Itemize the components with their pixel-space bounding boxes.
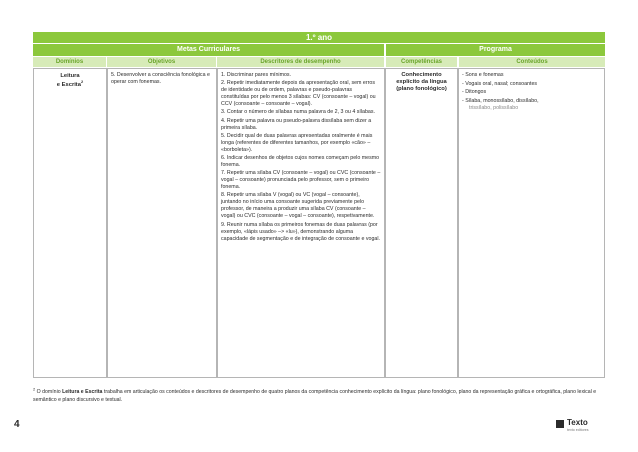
descriptor-item: 7. Repetir uma sílaba CV (consoante – vogal) ou CVC (consoante – vogal – consoante) pronunciada pelo professor, sem o primeiro fonema. <box>221 170 381 191</box>
col-descritores: Descritores de desempenho <box>217 57 384 67</box>
descriptor-item: 6. Indicar desenhos de objetos cujos nomes começam pelo mesmo fonema. <box>221 154 380 168</box>
col-dominios: Domínios <box>33 57 106 67</box>
content-item: - Sílaba, monossílabo, dissílabo, <box>462 97 539 104</box>
footnote: $^2$ O domínio Leitura e Escrita trabalha em articulação os conteúdos e descritores de desempenho de quatro planos da competência conhecimento explícito da língua: plano fonológico, plano da representação gráfica e ortográfica, plano lexical e semântico e plano discursivo e textual. <box>33 386 597 403</box>
objective-text: 5. Desenvolver a consciência fonológica e operar com fonemas. <box>111 72 210 85</box>
year-banner: 1.º ano <box>33 32 605 43</box>
descriptor-item: 5. Decidir qual de duas palavras apresentadas oralmente é mais longa (referentes de diferentes tamanhos, por exemplo «cão» – «borboleta»). <box>221 132 373 153</box>
objective-cell <box>107 68 217 378</box>
domain-line-1: Leitura <box>60 73 80 79</box>
publisher-logo <box>556 418 606 436</box>
content-item-continuation: trissílabo, polissílabo <box>469 104 519 111</box>
descriptor-item: 2. Repetir imediatamente depois da apresentação oral, sem erros de identidade ou de ordem, palavras e pseudo-palavras constituídas por pelo menos 3 sílabas: CV (consoante – vogal) ou CCV (consoante – consoante – vogal). <box>221 80 376 108</box>
page-number: 4 <box>14 419 20 430</box>
col-competencias: Competências <box>386 57 457 67</box>
logo-mark-icon <box>556 420 564 428</box>
programa-header: Programa <box>386 44 605 56</box>
descriptor-item: 9. Reunir numa sílaba os primeiros fonemas de duas palavras (por exemplo, «lápis usado» –> «lu»), demonstrando alguma capacidade de segmentação e de integração de consoante e vogal. <box>221 221 381 242</box>
descriptors-cell <box>217 68 385 378</box>
metas-curriculares-header: Metas Curriculares <box>33 44 384 56</box>
domain-cell <box>33 68 107 378</box>
contents-cell <box>458 68 605 378</box>
descriptor-item: 1. Discriminar pares mínimos. <box>221 72 292 78</box>
descriptor-item: 4. Repetir uma palavra ou pseudo-palavra dissílaba sem dizer a primeira sílaba. <box>221 117 372 131</box>
descriptor-item: 3. Contar o número de sílabas numa palavra de 2, 3 ou 4 sílabas. <box>221 109 375 116</box>
competence-text: Conhecimento explícito da língua (plano fonológico) <box>396 72 447 92</box>
content-item: - Vogais oral, nasal; consoantes <box>462 80 538 87</box>
content-item: - Ditongos <box>462 89 487 95</box>
descriptor-item: 8. Repetir uma sílaba V (vogal) ou VC (vogal – consoante), juntando no início uma consoante sugerida previamente pelo professor, de maneira a produzir uma sílaba CV (consoante – vogal) ou CVC (consoante – vogal – consoante), respetivamente. <box>221 192 375 220</box>
col-conteudos: Conteúdos <box>459 57 605 67</box>
content-item: - Sons e fonemas <box>462 72 504 78</box>
logo-subtitle: texto editores <box>567 428 589 432</box>
col-objetivos: Objetivos <box>107 57 216 67</box>
logo-name: Texto <box>567 418 588 427</box>
competence-cell <box>385 68 458 378</box>
domain-line-2: e Escrita$^2$ <box>56 79 84 88</box>
